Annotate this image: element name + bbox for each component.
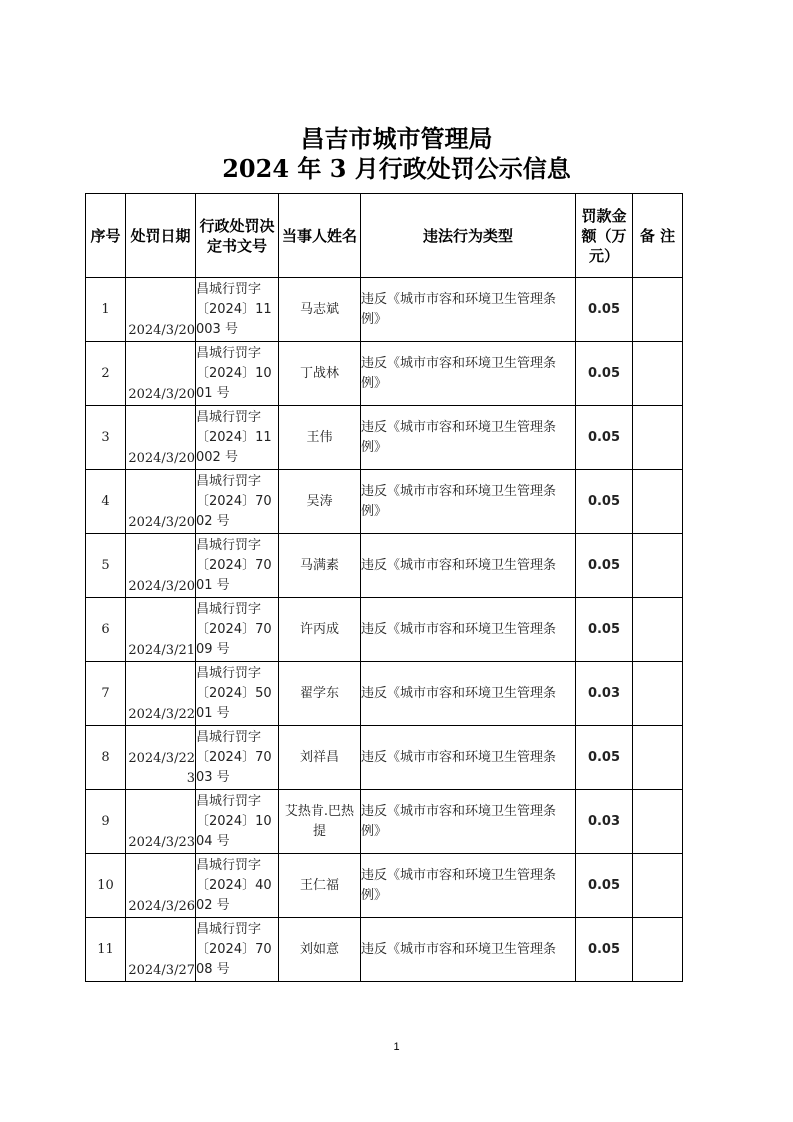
cell-doc-number: 昌城行罚字〔2024〕11003 号 [196, 278, 279, 342]
table-row [86, 790, 683, 854]
cell-violation-type [361, 662, 576, 726]
cell-index: 5 [86, 534, 126, 598]
violation-type-text: 违反《城市市容和环境卫生管理条例》 [361, 355, 557, 391]
table-row [86, 918, 683, 982]
cell-date: 2024/3/20 [126, 534, 196, 598]
cell-violation-type [361, 342, 576, 406]
table-row [86, 662, 683, 726]
cell-note [633, 534, 683, 598]
cell-doc-number: 昌城行罚字〔2024〕5001 号 [196, 662, 279, 726]
cell-violation-type [361, 918, 576, 982]
cell-doc-number: 昌城行罚字〔2024〕7002 号 [196, 470, 279, 534]
cell-note [633, 470, 683, 534]
cell-fine-amount: 0.05 [576, 470, 633, 534]
cell-violation-type [361, 790, 576, 854]
cell-index: 2 [86, 342, 126, 406]
cell-fine-amount: 0.05 [576, 726, 633, 790]
cell-party-name: 马满素 [279, 534, 361, 598]
cell-note [633, 790, 683, 854]
table-row [86, 534, 683, 598]
table-row [86, 278, 683, 342]
cell-party-name: 刘祥昌 [279, 726, 361, 790]
cell-fine-amount: 0.05 [576, 854, 633, 918]
cell-fine-amount: 0.03 [576, 662, 633, 726]
cell-party-name: 吴涛 [279, 470, 361, 534]
cell-violation-type [361, 278, 576, 342]
header-note: 备 注 [633, 194, 683, 278]
violation-type-text: 违反《城市市容和环境卫生管理条例》 [361, 419, 557, 455]
violation-type-text: 违反《城市市容和环境卫生管理条例》 [361, 867, 557, 903]
cell-index: 3 [86, 406, 126, 470]
header-violation-type: 违法行为类型 [361, 194, 576, 278]
cell-index: 7 [86, 662, 126, 726]
cell-violation-type [361, 598, 576, 662]
cell-party-name: 许丙成 [279, 598, 361, 662]
table-header-row [86, 194, 683, 278]
cell-note [633, 342, 683, 406]
cell-date: 2024/3/23 [126, 790, 196, 854]
page-number: 1 [393, 1041, 400, 1053]
cell-party-name: 王仁福 [279, 854, 361, 918]
cell-party-name: 刘如意 [279, 918, 361, 982]
cell-violation-type [361, 470, 576, 534]
cell-index: 8 [86, 726, 126, 790]
header-party-name: 当事人姓名 [279, 194, 361, 278]
cell-date: 2024/3/20 [126, 278, 196, 342]
table-row [86, 342, 683, 406]
cell-fine-amount: 0.05 [576, 534, 633, 598]
cell-note [633, 278, 683, 342]
cell-doc-number: 昌城行罚字〔2024〕1004 号 [196, 790, 279, 854]
cell-note [633, 854, 683, 918]
table-row [86, 598, 683, 662]
cell-date: 2024/3/20 [126, 470, 196, 534]
cell-note [633, 918, 683, 982]
cell-doc-number: 昌城行罚字〔2024〕7001 号 [196, 534, 279, 598]
violation-type-text: 违反《城市市容和环境卫生管理条 [361, 749, 557, 765]
cell-date: 2024/3/26 [126, 854, 196, 918]
document-title: 昌吉市城市管理局 [300, 124, 493, 153]
header-date: 处罚日期 [126, 194, 196, 278]
cell-date: 2024/3/22 [126, 662, 196, 726]
cell-date: 2024/3/20 [126, 406, 196, 470]
cell-party-name: 丁战林 [279, 342, 361, 406]
violation-type-text: 违反《城市市容和环境卫生管理条例》 [361, 483, 557, 519]
cell-violation-type [361, 726, 576, 790]
cell-date: 2024/3/22 3 [126, 726, 196, 790]
cell-doc-number: 昌城行罚字〔2024〕11002 号 [196, 406, 279, 470]
cell-doc-number: 昌城行罚字〔2024〕7009 号 [196, 598, 279, 662]
cell-index: 10 [86, 854, 126, 918]
violation-type-text: 违反《城市市容和环境卫生管理条 [361, 557, 557, 573]
cell-party-name: 马志斌 [279, 278, 361, 342]
cell-note [633, 406, 683, 470]
document-subtitle: 2024 年 3 月行政处罚公示信息 [222, 154, 571, 183]
cell-doc-number: 昌城行罚字〔2024〕7003 号 [196, 726, 279, 790]
cell-party-name: 翟学东 [279, 662, 361, 726]
cell-doc-number: 昌城行罚字〔2024〕4002 号 [196, 854, 279, 918]
cell-index: 4 [86, 470, 126, 534]
table-row [86, 726, 683, 790]
cell-fine-amount: 0.05 [576, 278, 633, 342]
cell-note [633, 598, 683, 662]
penalty-table [85, 193, 683, 982]
cell-fine-amount: 0.05 [576, 406, 633, 470]
cell-fine-amount: 0.05 [576, 918, 633, 982]
violation-type-text: 违反《城市市容和环境卫生管理条 [361, 941, 557, 957]
cell-date: 2024/3/27 [126, 918, 196, 982]
cell-doc-number: 昌城行罚字〔2024〕7008 号 [196, 918, 279, 982]
cell-date: 2024/3/20 [126, 342, 196, 406]
cell-party-name: 王伟 [279, 406, 361, 470]
table-row [86, 406, 683, 470]
cell-doc-number: 昌城行罚字〔2024〕1001 号 [196, 342, 279, 406]
cell-violation-type [361, 854, 576, 918]
cell-violation-type [361, 534, 576, 598]
violation-type-text: 违反《城市市容和环境卫生管理条例》 [361, 803, 557, 839]
cell-index: 11 [86, 918, 126, 982]
violation-type-text: 违反《城市市容和环境卫生管理条 [361, 685, 557, 701]
cell-index: 1 [86, 278, 126, 342]
violation-type-text: 违反《城市市容和环境卫生管理条例》 [361, 291, 557, 327]
cell-date: 2024/3/21 [126, 598, 196, 662]
cell-note [633, 726, 683, 790]
cell-note [633, 662, 683, 726]
table-row [86, 470, 683, 534]
cell-party-name: 艾热肯.巴热提 [279, 790, 361, 854]
cell-violation-type [361, 406, 576, 470]
cell-fine-amount: 0.05 [576, 342, 633, 406]
header-index: 序号 [86, 194, 126, 278]
cell-fine-amount: 0.03 [576, 790, 633, 854]
cell-index: 6 [86, 598, 126, 662]
cell-index: 9 [86, 790, 126, 854]
cell-fine-amount: 0.05 [576, 598, 633, 662]
violation-type-text: 违反《城市市容和环境卫生管理条 [361, 621, 557, 637]
header-fine-amount: 罚款金额（万元） [576, 194, 633, 278]
header-doc-number: 行政处罚决定书文号 [196, 194, 279, 278]
table-row [86, 854, 683, 918]
